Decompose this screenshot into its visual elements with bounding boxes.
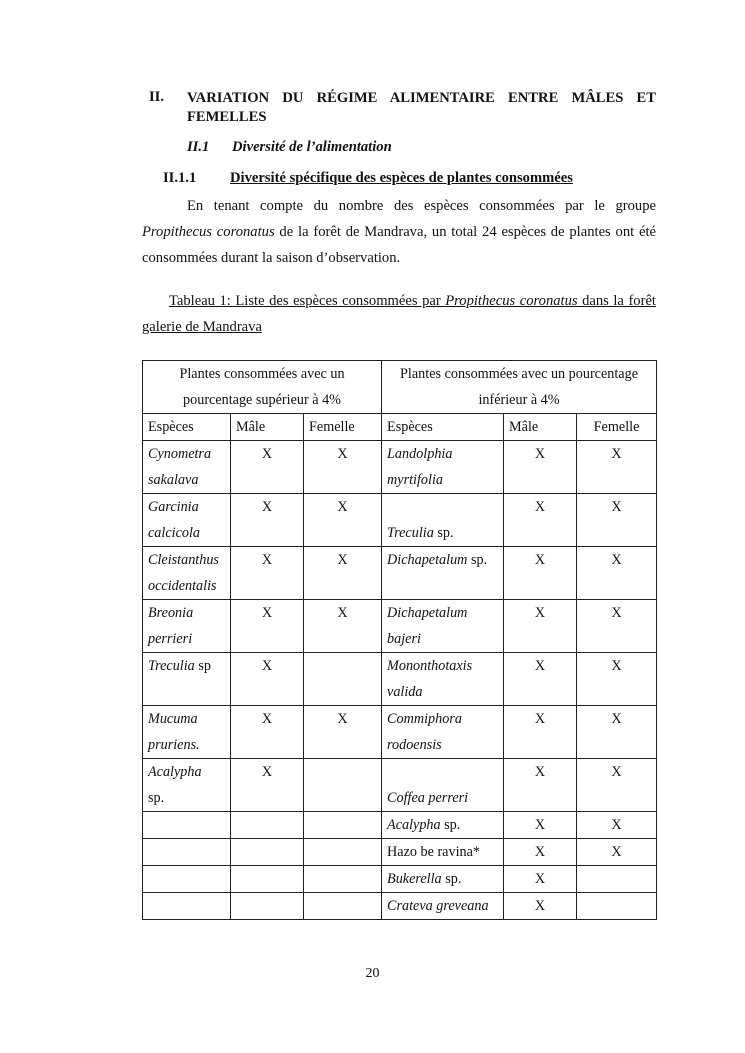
col-header-male-right: Mâle bbox=[504, 414, 577, 441]
table-column-header-row bbox=[143, 414, 657, 441]
table-row bbox=[143, 893, 657, 920]
male-mark-left: X bbox=[231, 653, 304, 706]
male-mark-right: X bbox=[504, 866, 577, 893]
male-mark-left: X bbox=[231, 759, 304, 812]
species-cell-left bbox=[143, 494, 231, 547]
table-row bbox=[143, 547, 657, 600]
table-caption bbox=[142, 288, 656, 340]
table-row bbox=[143, 812, 657, 839]
col-header-species-right: Espèces bbox=[382, 414, 504, 441]
species-suffix: sp. bbox=[440, 817, 461, 833]
caption-line1 bbox=[142, 288, 656, 314]
species-suffix: sp. bbox=[433, 525, 454, 541]
subsubsection-title: Diversité spécifique des espèces de plantes consommées bbox=[230, 170, 573, 186]
male-mark-right: X bbox=[504, 494, 577, 547]
subsection-heading bbox=[187, 139, 392, 156]
species-suffix: Hazo be ravina* bbox=[387, 844, 480, 860]
species-cell-right bbox=[382, 893, 504, 920]
subsection-number: II.1 bbox=[187, 139, 210, 155]
species-suffix: sp. bbox=[148, 790, 165, 806]
male-mark-right: X bbox=[504, 759, 577, 812]
section-number: II. bbox=[149, 89, 165, 105]
female-mark-left: X bbox=[304, 547, 382, 600]
section-title-line1: VARIATION DU RÉGIME ALIMENTAIRE ENTRE MÂLES ET bbox=[187, 90, 656, 106]
female-mark-left bbox=[304, 866, 382, 893]
species-cell-left bbox=[143, 866, 231, 893]
table-row bbox=[143, 494, 657, 547]
species-cell-right bbox=[382, 441, 504, 494]
species-name-cont: calcicola bbox=[148, 525, 200, 541]
male-mark-right: X bbox=[504, 653, 577, 706]
col-header-species-left: Espèces bbox=[143, 414, 231, 441]
species-cell-right bbox=[382, 759, 504, 812]
female-mark-right: X bbox=[577, 547, 657, 600]
male-mark-left: X bbox=[231, 600, 304, 653]
female-mark-right: X bbox=[577, 759, 657, 812]
paragraph-line2-rest: de la forêt de Mandrava, un total 24 espèces de plantes ont été bbox=[274, 224, 656, 240]
species-name-cont: sakalava bbox=[148, 472, 199, 488]
male-mark-right: X bbox=[504, 547, 577, 600]
group-left-line1: Plantes consommées avec un bbox=[179, 366, 345, 382]
table-row bbox=[143, 839, 657, 866]
group-left-line2: pourcentage supérieur à 4% bbox=[183, 392, 341, 408]
female-mark-right: X bbox=[577, 600, 657, 653]
page-number: 20 bbox=[365, 966, 380, 981]
species-name: Bukerella bbox=[387, 871, 442, 887]
species-cell-right bbox=[382, 653, 504, 706]
species-cell-right bbox=[382, 866, 504, 893]
section-title-line2: FEMELLES bbox=[187, 109, 267, 125]
male-mark-left: X bbox=[231, 547, 304, 600]
female-mark-left: X bbox=[304, 600, 382, 653]
species-name: Acalypha bbox=[387, 817, 441, 833]
col-header-male-left: Mâle bbox=[231, 414, 304, 441]
female-mark-left bbox=[304, 893, 382, 920]
paragraph-species: Propithecus coronatus bbox=[142, 224, 275, 240]
female-mark-left bbox=[304, 759, 382, 812]
female-mark-left bbox=[304, 812, 382, 839]
species-name: Mucuma bbox=[148, 711, 198, 727]
table-row bbox=[143, 441, 657, 494]
paragraph-line2 bbox=[142, 219, 656, 245]
species-cell-left bbox=[143, 441, 231, 494]
table-row bbox=[143, 866, 657, 893]
table-row bbox=[143, 653, 657, 706]
female-mark-right: X bbox=[577, 812, 657, 839]
group-right-line2: inférieur à 4% bbox=[478, 392, 560, 408]
species-name: Mononthotaxis bbox=[387, 658, 473, 674]
table-group-header-row bbox=[143, 361, 657, 414]
species-cell-left bbox=[143, 600, 231, 653]
species-name: Commiphora bbox=[387, 711, 462, 727]
male-mark-left bbox=[231, 893, 304, 920]
species-cell-left bbox=[143, 759, 231, 812]
table-row bbox=[143, 706, 657, 759]
male-mark-right: X bbox=[504, 812, 577, 839]
species-name-cont: Coffea perreri bbox=[387, 790, 469, 806]
male-mark-left bbox=[231, 812, 304, 839]
species-suffix: sp. bbox=[467, 552, 488, 568]
species-name-cont: Treculia bbox=[387, 525, 434, 541]
species-name: Treculia bbox=[148, 658, 195, 674]
species-cell-right bbox=[382, 494, 504, 547]
caption-line2: galerie de Mandrava bbox=[142, 319, 262, 335]
species-cell-right bbox=[382, 600, 504, 653]
species-name: Crateva greveana bbox=[387, 898, 489, 914]
species-cell-right bbox=[382, 812, 504, 839]
species-name-cont: valida bbox=[387, 684, 423, 700]
species-cell-right bbox=[382, 839, 504, 866]
caption-prefix: Tableau 1: Liste des espèces consommées par bbox=[169, 293, 446, 309]
subsubsection-number: II.1.1 bbox=[163, 170, 197, 186]
species-name-cont: myrtifolia bbox=[387, 472, 443, 488]
female-mark-right bbox=[577, 893, 657, 920]
table-row bbox=[143, 600, 657, 653]
group-header-left bbox=[143, 361, 382, 414]
caption-species: Propithecus coronatus bbox=[445, 293, 578, 309]
species-cell-left bbox=[143, 653, 231, 706]
male-mark-right: X bbox=[504, 600, 577, 653]
species-name: Landolphia bbox=[387, 446, 453, 462]
male-mark-right: X bbox=[504, 706, 577, 759]
paragraph-line1: En tenant compte du nombre des espèces consommées par le groupe bbox=[187, 198, 656, 214]
subsection-title: Diversité de l’alimentation bbox=[232, 139, 392, 155]
female-mark-right: X bbox=[577, 653, 657, 706]
species-cell-left bbox=[143, 893, 231, 920]
species-cell-right bbox=[382, 706, 504, 759]
caption-suffix: dans la forêt bbox=[577, 293, 656, 309]
male-mark-right: X bbox=[504, 441, 577, 494]
male-mark-left bbox=[231, 866, 304, 893]
species-cell-left bbox=[143, 547, 231, 600]
species-cell-left bbox=[143, 706, 231, 759]
male-mark-left: X bbox=[231, 494, 304, 547]
female-mark-right: X bbox=[577, 494, 657, 547]
species-name: Dichapetalum bbox=[387, 605, 468, 621]
group-header-right bbox=[382, 361, 657, 414]
female-mark-left: X bbox=[304, 441, 382, 494]
male-mark-left: X bbox=[231, 706, 304, 759]
female-mark-right: X bbox=[577, 839, 657, 866]
body-paragraph bbox=[142, 193, 656, 271]
table-row bbox=[143, 759, 657, 812]
female-mark-right bbox=[577, 866, 657, 893]
col-header-female-left: Femelle bbox=[304, 414, 382, 441]
col-header-female-right: Femelle bbox=[577, 414, 657, 441]
species-name: Cynometra bbox=[148, 446, 212, 462]
species-name: Dichapetalum bbox=[387, 552, 468, 568]
species-name-cont: pruriens. bbox=[148, 737, 200, 753]
species-table bbox=[142, 360, 657, 920]
subsubsection-heading bbox=[163, 170, 573, 187]
female-mark-left bbox=[304, 653, 382, 706]
species-name-cont: rodoensis bbox=[387, 737, 442, 753]
species-name: Acalypha bbox=[148, 764, 202, 780]
male-mark-right: X bbox=[504, 839, 577, 866]
male-mark-right: X bbox=[504, 893, 577, 920]
species-name-cont: perrieri bbox=[148, 631, 193, 647]
female-mark-left bbox=[304, 839, 382, 866]
species-cell-right bbox=[382, 547, 504, 600]
species-name: Breonia bbox=[148, 605, 194, 621]
species-cell-left bbox=[143, 812, 231, 839]
species-cell-left bbox=[143, 839, 231, 866]
species-suffix: sp. bbox=[441, 871, 462, 887]
female-mark-right: X bbox=[577, 441, 657, 494]
male-mark-left bbox=[231, 839, 304, 866]
group-right-line1: Plantes consommées avec un pourcentage bbox=[400, 366, 638, 382]
species-name-cont: occidentalis bbox=[148, 578, 217, 594]
female-mark-left: X bbox=[304, 706, 382, 759]
paragraph-line3: consommées durant la saison d’observation. bbox=[142, 250, 401, 266]
male-mark-left: X bbox=[231, 441, 304, 494]
species-name: Garcinia bbox=[148, 499, 199, 515]
species-name: Cleistanthus bbox=[148, 552, 219, 568]
female-mark-left: X bbox=[304, 494, 382, 547]
species-name-cont: bajeri bbox=[387, 631, 421, 647]
species-suffix: sp bbox=[194, 658, 211, 674]
female-mark-right: X bbox=[577, 706, 657, 759]
